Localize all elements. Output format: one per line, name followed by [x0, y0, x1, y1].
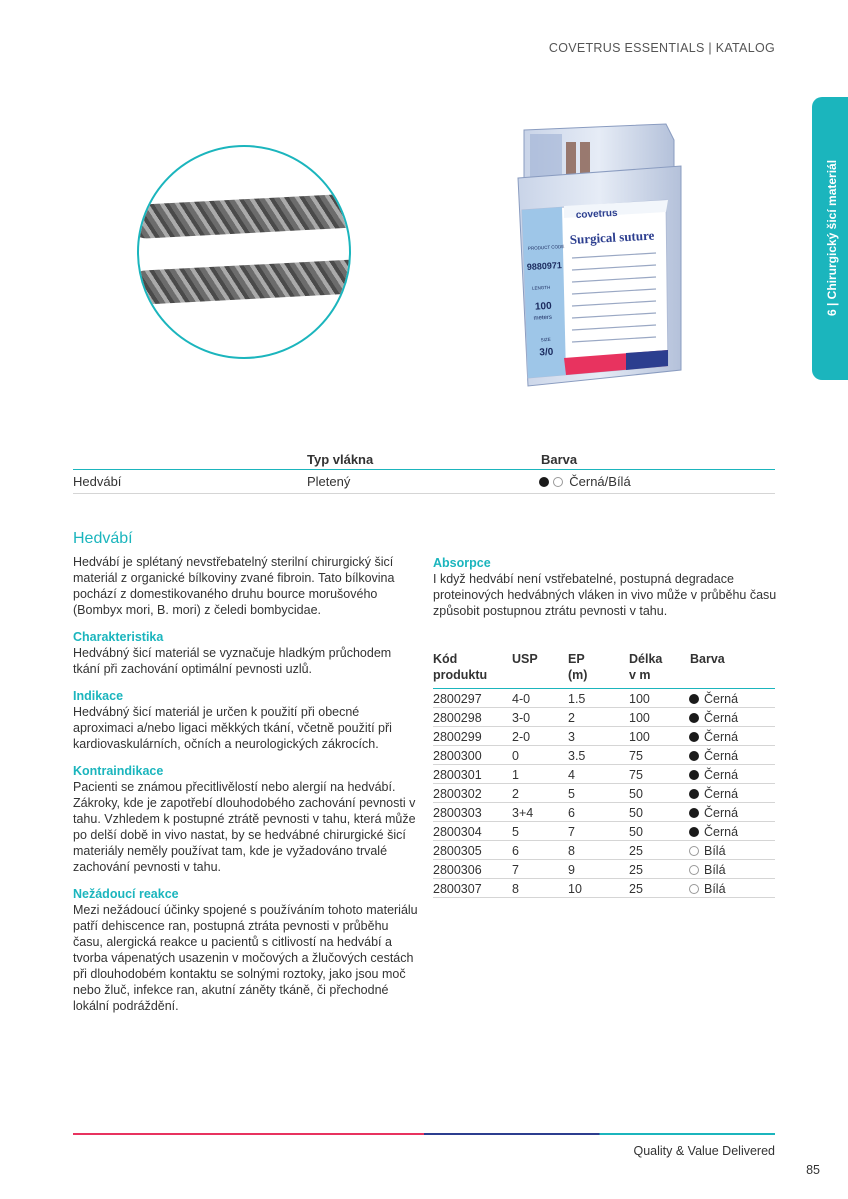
table-row [433, 784, 775, 803]
package-length-label: LENGTH [531, 284, 551, 291]
cell-ep: 9 [568, 863, 575, 877]
cell-color [689, 692, 738, 706]
color-value: Černá [704, 730, 739, 744]
header-color: Barva [690, 652, 725, 666]
footer-tagline: Quality & Value Delivered [633, 1144, 775, 1158]
black-dot-icon [689, 713, 699, 723]
cell-code: 2800299 [433, 730, 482, 744]
table-row [433, 746, 775, 765]
black-dot-icon [689, 827, 699, 837]
cell-ep: 3.5 [568, 749, 586, 763]
cell-length: 25 [629, 844, 643, 858]
cell-usp: 7 [512, 863, 519, 877]
cell-usp: 2 [512, 787, 519, 801]
table-row [433, 765, 775, 784]
absorption-column [433, 556, 778, 619]
cell-length: 100 [629, 730, 650, 744]
absorption-heading: Absorpce [433, 556, 491, 570]
cell-color [689, 806, 738, 820]
cell-length: 50 [629, 825, 643, 839]
color-value: Černá/Bílá [569, 474, 631, 489]
cell-usp: 1 [512, 768, 519, 782]
suture-package-image [516, 120, 686, 388]
table-row [433, 803, 775, 822]
table-row [433, 822, 775, 841]
cell-ep: 6 [568, 806, 575, 820]
package-brand: covetrus [575, 207, 618, 221]
package-length-unit: meters [533, 314, 553, 322]
cell-color [689, 768, 738, 782]
absorption-text: I když hedvábí není vstřebatelné, postupná degradace proteinových hedvábných vláken in vivo může v průběhu času způsobit postupnou ztrátu pevnosti v tahu. [433, 572, 777, 618]
cell-code: 2800298 [433, 711, 482, 725]
cell-ep: 1.5 [568, 692, 586, 706]
cell-color [689, 711, 738, 725]
cell-length: 50 [629, 787, 643, 801]
color-value: Černá [704, 749, 739, 763]
adverse-reactions-text: Mezi nežádoucí účinky spojené s používáním tohoto materiálu patří dehiscence ran, postupná ztráta pevnosti v průběhu času, alergická reakce u pacientů s citlivostí na hedvábí a tvorba vápenatých usazenin v močových a žlučových cestách při dlouhodobém kontaktu se solnými roztoky, jako jsou moč nebo žluč, infekce ran, akutní záněty tkáně, či přechodné lokální podráždění. [73, 903, 418, 1013]
cell-length: 25 [629, 882, 643, 896]
black-dot-icon [689, 694, 699, 704]
header-ep: EP (m) [568, 652, 588, 682]
cell-code: 2800300 [433, 749, 482, 763]
table-row [433, 708, 775, 727]
black-dot-icon [539, 477, 549, 487]
cell-usp: 2-0 [512, 730, 531, 744]
product-type-table [73, 450, 775, 494]
cell-ep: 7 [568, 825, 575, 839]
cell-ep: 5 [568, 787, 575, 801]
chapter-tab-label: 6 | Chirurgický šicí materiál [825, 159, 839, 317]
contraindications-heading: Kontraindikace [73, 764, 164, 778]
color-value: Černá [704, 692, 739, 706]
table-row [433, 841, 775, 860]
color-value: Bílá [704, 844, 726, 858]
chapter-tab[interactable] [812, 97, 848, 380]
table-row [433, 727, 775, 746]
package-code-label: PRODUCT CODE [527, 243, 565, 251]
page-number: 85 [806, 1163, 820, 1177]
indications-text: Hedvábný šicí materiál je určen k použití při obecné aproximaci a/nebo ligaci měkkých tkání, včetně použití při kardiovaskulárních, očních a neurologických zákrocích. [73, 705, 392, 751]
adverse-reactions-heading: Nežádoucí reakce [73, 887, 179, 901]
color-value: Bílá [704, 882, 726, 896]
cell-length: 75 [629, 768, 643, 782]
cell-length: 50 [629, 806, 643, 820]
intro-text: Hedvábí je splétaný nevstřebatelný sterilní chirurgický šicí materiál z organické bílkoviny zvané fibroin. Tato bílkovina pochází z domestikovaného druhu bource morušového (Bombyx mori, B. mori) z čeledi bombycidae. [73, 555, 395, 617]
contraindications-text: Pacienti se známou přecitlivělostí nebo alergií na hedvábí. Zákroky, kde je zapotřebí dlouhodobého zachování pevnosti v tahu. Vzhledem k postupné ztrátě pevnosti v tahu, která může po delší době in vivo nastat, by se hedvábné chirurgické šicí materiály neměly používat tam, kde je vyžadováno trvalé zachování pevnosti v tahu. [73, 780, 416, 874]
package-size: 3/0 [539, 346, 554, 359]
black-dot-icon [689, 770, 699, 780]
cell-code: 2800303 [433, 806, 482, 820]
white-dot-icon [553, 477, 563, 487]
black-dot-icon [689, 751, 699, 761]
black-dot-icon [689, 789, 699, 799]
cell-ep: 10 [568, 882, 582, 896]
header-color: Barva [541, 452, 578, 467]
cell-color [689, 749, 738, 763]
black-dot-icon [689, 808, 699, 818]
header-title: COVETRUS ESSENTIALS | KATALOG [548, 41, 775, 55]
cell-usp: 6 [512, 844, 519, 858]
cell-length: 75 [629, 749, 643, 763]
package-title: Surgical suture [569, 227, 655, 247]
cell-length: 100 [629, 711, 650, 725]
white-dot-icon [689, 884, 699, 894]
color-cell [539, 474, 631, 489]
table-row [433, 879, 775, 898]
cell-length: 25 [629, 863, 643, 877]
cell-usp: 3+4 [512, 806, 534, 820]
silk-thread-closeup-image [137, 145, 351, 359]
spec-table-header [433, 651, 775, 689]
color-value: Černá [704, 711, 739, 725]
cell-ep: 3 [568, 730, 575, 744]
footer-divider [73, 1133, 775, 1135]
table-row [433, 860, 775, 879]
package-size-label: SIZE [540, 336, 551, 343]
header-fiber-type: Typ vlákna [307, 452, 374, 467]
header-usp: USP [512, 652, 538, 666]
color-value: Černá [704, 806, 739, 820]
product-name: Hedvábí [73, 474, 122, 489]
cell-code: 2800305 [433, 844, 482, 858]
color-value: Černá [704, 768, 739, 782]
white-dot-icon [689, 865, 699, 875]
indications-heading: Indikace [73, 689, 124, 703]
cell-ep: 8 [568, 844, 575, 858]
table-row [433, 689, 775, 708]
cell-ep: 4 [568, 768, 575, 782]
cell-length: 100 [629, 692, 650, 706]
cell-usp: 4-0 [512, 692, 531, 706]
silk-thread-strand [137, 259, 351, 306]
cell-code: 2800306 [433, 863, 482, 877]
cell-usp: 3-0 [512, 711, 531, 725]
characteristics-heading: Charakteristika [73, 630, 164, 644]
header-code: Kód produktu [433, 652, 488, 682]
cell-code: 2800304 [433, 825, 482, 839]
fiber-type: Pletený [307, 474, 351, 489]
cell-color [689, 730, 738, 744]
cell-color [689, 825, 738, 839]
silk-thread-strand [137, 193, 351, 240]
description-column [73, 530, 418, 1014]
color-value: Černá [704, 825, 739, 839]
black-dot-icon [689, 732, 699, 742]
spec-table-body [433, 689, 775, 898]
package-code: 9880971 [526, 260, 563, 272]
cell-code: 2800301 [433, 768, 482, 782]
characteristics-text: Hedvábný šicí materiál se vyznačuje hladkým průchodem tkání při zachování optimální pevnosti uzlů. [73, 646, 392, 676]
cell-color [689, 863, 726, 877]
cell-code: 2800297 [433, 692, 482, 706]
package-length: 100 [534, 300, 552, 313]
white-dot-icon [689, 846, 699, 856]
cell-color [689, 787, 738, 801]
section-title: Hedvábí [73, 530, 133, 547]
cell-code: 2800307 [433, 882, 482, 896]
cell-usp: 8 [512, 882, 519, 896]
color-value: Bílá [704, 863, 726, 877]
product-type-table-header [73, 450, 775, 470]
cell-ep: 2 [568, 711, 575, 725]
cell-code: 2800302 [433, 787, 482, 801]
cell-usp: 0 [512, 749, 519, 763]
product-type-row [73, 470, 775, 494]
cell-color [689, 844, 726, 858]
spec-table [433, 651, 775, 898]
cell-usp: 5 [512, 825, 519, 839]
header-length: Délka v m [629, 652, 663, 682]
color-value: Černá [704, 787, 739, 801]
cell-color [689, 882, 726, 896]
